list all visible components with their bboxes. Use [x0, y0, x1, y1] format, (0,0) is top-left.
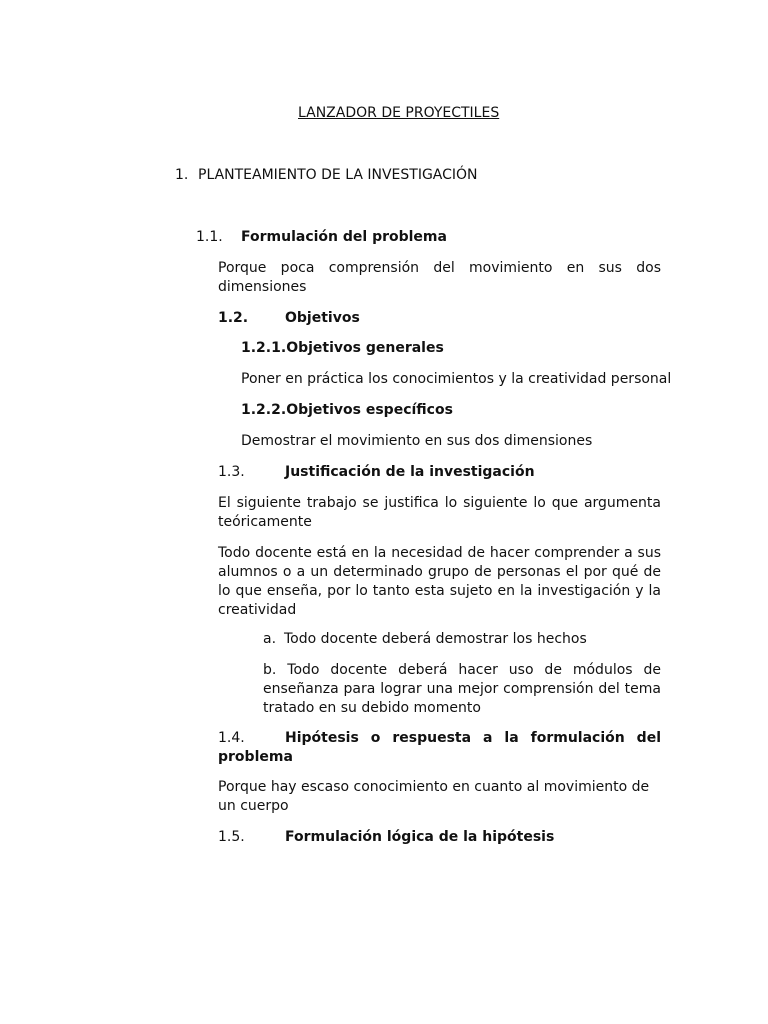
section-1-2-2-heading	[241, 401, 453, 420]
section-1-1-title: Formulación del problema	[241, 229, 447, 245]
section-1-3-paragraph-1: El siguiente trabajo se justifica lo siguiente lo que argumenta teóricamente	[218, 495, 661, 530]
section-1-5-title: Formulación lógica de la hipótesis	[285, 829, 555, 845]
list-item-a	[263, 630, 587, 649]
section-1-3-number: 1.3.	[218, 464, 245, 480]
section-1-3-heading	[218, 463, 535, 482]
section-1-2-2-paragraph: Demostrar el movimiento en sus dos dimensiones	[241, 433, 593, 449]
section-1-2-1-number: 1.2.1.	[241, 340, 287, 356]
list-marker-a: a.	[263, 631, 277, 647]
section-1-3-title: Justificación de la investigación	[285, 464, 535, 480]
section-1-heading	[175, 166, 478, 185]
section-1-2-1-title: Objetivos generales	[286, 340, 444, 356]
section-1-2-1-paragraph: Poner en práctica los conocimientos y la creatividad personal	[241, 371, 672, 387]
section-1-4-heading	[218, 729, 661, 767]
section-1-1-heading	[196, 228, 447, 247]
section-1-2-2-title: Objetivos específicos	[286, 402, 453, 418]
section-1-1-number: 1.1.	[196, 229, 223, 245]
section-1-3-paragraph-2: Todo docente está en la necesidad de hacer comprender a sus alumnos o a un determinado grupo de personas el por qué de lo que enseña, por lo tanto esta sujeto en la investigación y la creatividad	[218, 545, 661, 618]
section-1-2-title: Objetivos	[285, 310, 360, 326]
section-1-1-paragraph: Porque poca comprensión del movimiento en sus dos dimensiones	[218, 260, 661, 295]
section-1-2-number: 1.2.	[218, 310, 249, 326]
section-1-2-heading	[218, 309, 360, 328]
list-marker-b: b.	[263, 662, 277, 678]
section-1-4-number: 1.4.	[218, 730, 245, 746]
section-1-4-title: Hipótesis o respuesta a la formulación del problema	[218, 730, 661, 765]
section-1-2-1-heading	[241, 339, 444, 358]
section-1-number: 1.	[175, 167, 189, 183]
section-1-5-number: 1.5.	[218, 829, 245, 845]
section-1-2-2-number: 1.2.2.	[241, 402, 287, 418]
list-text-b: Todo docente deberá hacer uso de módulos de enseñanza para lograr una mejor comprensión del tema tratado en su debido momento	[263, 662, 661, 716]
list-text-a: Todo docente deberá demostrar los hechos	[284, 631, 587, 647]
section-1-5-heading	[218, 828, 554, 847]
section-1-title: PLANTEAMIENTO DE LA INVESTIGACIÓN	[198, 167, 478, 183]
document-title: LANZADOR DE PROYECTILES	[298, 105, 500, 121]
section-1-4-paragraph: Porque hay escaso conocimiento en cuanto al movimiento de un cuerpo	[218, 779, 650, 814]
list-item-b	[263, 661, 661, 718]
